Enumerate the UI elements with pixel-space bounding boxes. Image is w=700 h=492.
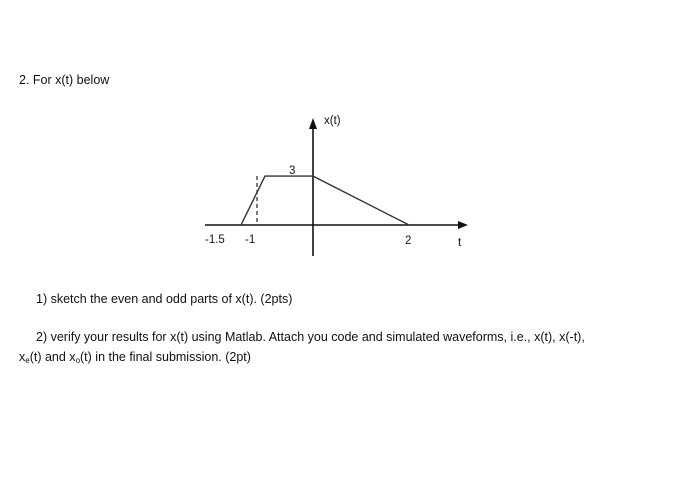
xe-subscript: e: [25, 356, 30, 365]
y-axis-arrowhead: [309, 118, 317, 129]
t-axis-arrowhead: [458, 221, 468, 229]
signal-line: [241, 176, 409, 225]
question-part-2-line-2: [19, 350, 251, 365]
tick-label-2: 2: [405, 235, 412, 247]
peak-value-label: 3: [289, 165, 296, 177]
xo-subscript: o: [75, 356, 81, 365]
x-axis-label: t: [458, 237, 462, 249]
xe-base: x: [19, 350, 26, 364]
y-axis-label: x(t): [324, 115, 341, 127]
tick-label-minus-1: -1: [245, 234, 256, 246]
question-part-2-line-1: 2) verify your results for x(t) using Matlab. Attach you code and simulated waveforms, i.e., x(t), x(-t),: [36, 330, 585, 344]
tick-label-minus-1-5: -1.5: [205, 234, 225, 246]
question-part-1: 1) sketch the even and odd parts of x(t). (2pts): [36, 292, 293, 306]
xe-xo-middle: (t) and x: [29, 350, 76, 364]
problem-heading: 2. For x(t) below: [19, 73, 110, 87]
part2-line2-end: (t) in the final submission. (2pt): [80, 350, 251, 364]
